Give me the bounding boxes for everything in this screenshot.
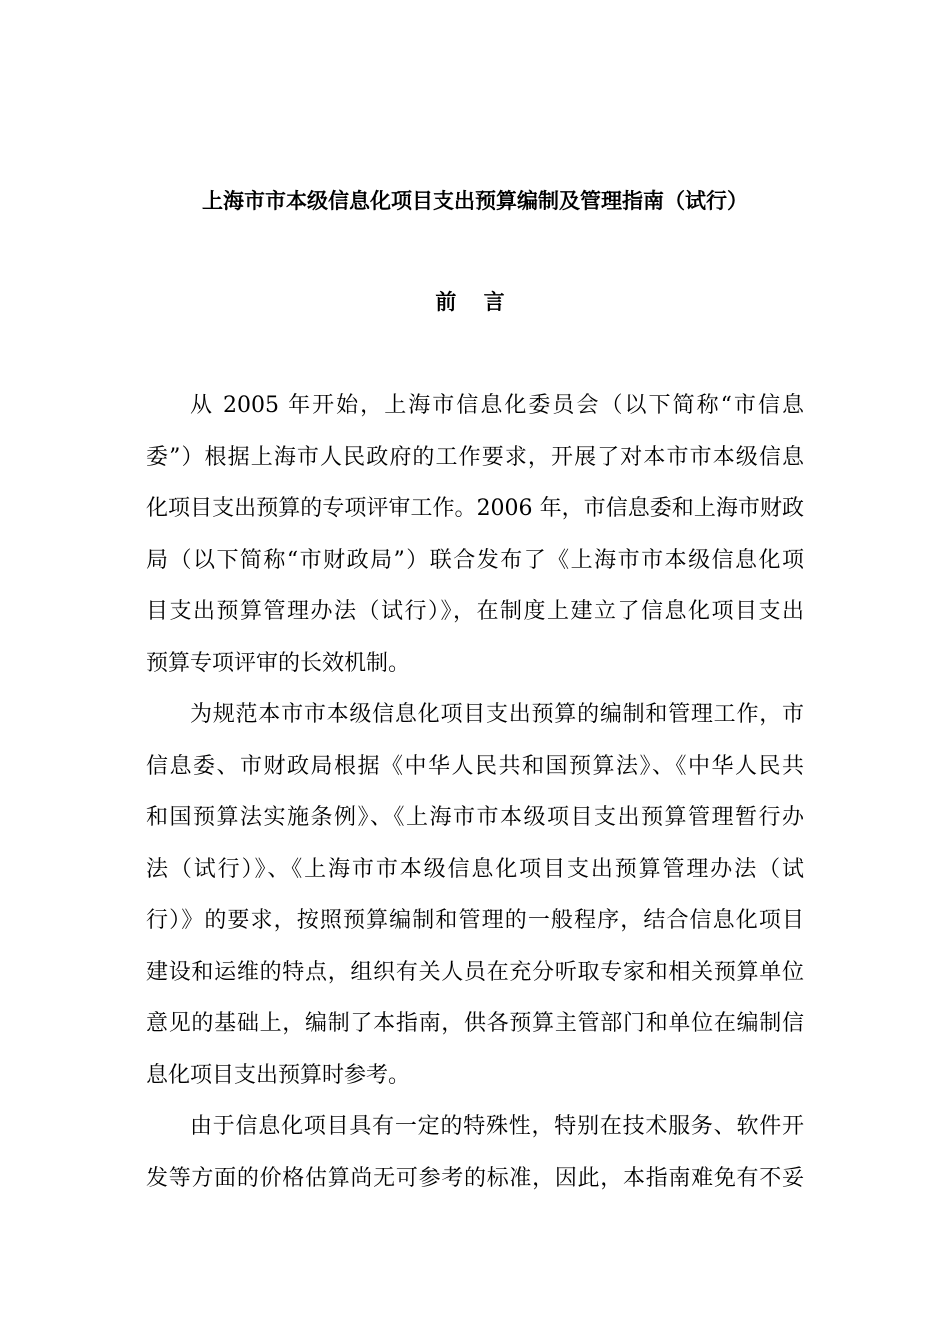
text-line: 信息委、市财政局根据《中华人民共和国预算法》、《中华人民共 bbox=[146, 753, 804, 779]
document-title: 上海市市本级信息化项目支出预算编制及管理指南（试行） bbox=[202, 188, 748, 213]
text-line: 局（以下简称“市财政局”）联合发布了《上海市市本级信息化项 bbox=[146, 547, 804, 573]
paragraph-3 bbox=[146, 1101, 804, 1204]
text-line: 预算专项评审的长效机制。 bbox=[146, 650, 411, 676]
text-line: 由于信息化项目具有一定的特殊性，特别在技术服务、软件开 bbox=[190, 1114, 804, 1139]
text-line: 为规范本市市本级信息化项目支出预算的编制和管理工作，市 bbox=[190, 702, 804, 727]
text-line: 行）》的要求，按照预算编制和管理的一般程序，结合信息化项目 bbox=[146, 908, 804, 933]
text-line: 化项目支出预算的专项评审工作。2006 年，市信息委和上海市财政 bbox=[146, 496, 804, 521]
section-heading-preface: 前 言 bbox=[435, 289, 515, 314]
text-line: 从 2005 年开始，上海市信息化委员会（以下简称“市信息 bbox=[190, 393, 804, 418]
paragraph-2 bbox=[146, 689, 804, 1101]
text-line: 法（试行）》、《上海市市本级信息化项目支出预算管理办法（试 bbox=[146, 856, 804, 882]
text-line: 委”）根据上海市人民政府的工作要求，开展了对本市市本级信息 bbox=[146, 444, 804, 470]
text-line: 意见的基础上，编制了本指南，供各预算主管部门和单位在编制信 bbox=[146, 1011, 804, 1036]
document-body bbox=[146, 380, 804, 1204]
text-line: 和国预算法实施条例》、《上海市市本级项目支出预算管理暂行办 bbox=[146, 805, 804, 830]
text-line: 目支出预算管理办法（试行）》，在制度上建立了信息化项目支出 bbox=[146, 599, 804, 624]
text-line: 建设和运维的特点，组织有关人员在充分听取专家和相关预算单位 bbox=[146, 959, 804, 985]
text-line: 息化项目支出预算时参考。 bbox=[146, 1062, 411, 1088]
paragraph-1 bbox=[146, 380, 804, 689]
text-line: 发等方面的价格估算尚无可参考的标准，因此，本指南难免有不妥 bbox=[146, 1165, 804, 1191]
